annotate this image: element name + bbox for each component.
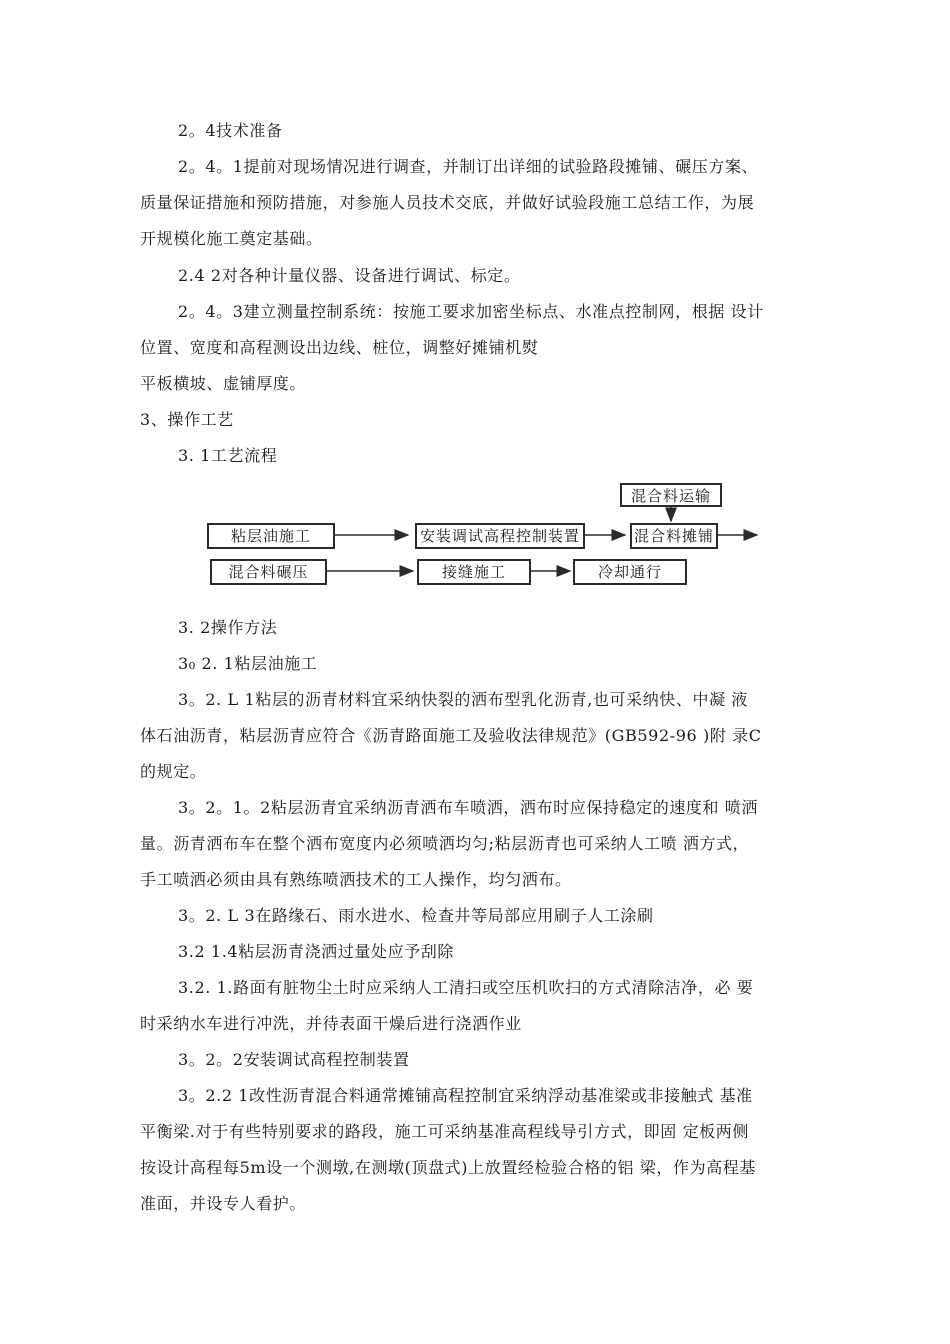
heading-3-1: 3. 1工艺流程 [178,446,278,465]
paragraph-line: 3.2 1.4粘层沥青浇洒过量处应予刮除 [178,942,454,961]
flow-box-joint-construction: 接缝施工 [417,559,531,585]
flow-box-mix-transport: 混合料运输 [620,483,722,507]
paragraph-line: 2.4 2对各种计量仪器、设备进行调试、标定。 [178,266,521,285]
paragraph-line: 质量保证措施和预防措施，对参施人员技术交底，并做好试验段施工总结工作，为展 [140,193,755,212]
flow-box-mix-rolling: 混合料碾压 [210,559,327,585]
flow-box-install-level-control: 安装调试高程控制装置 [415,523,585,549]
flow-box-cooling-open: 冷却通行 [573,559,687,585]
paragraph-line: 的规定。 [140,762,207,781]
paragraph-line: 2。4。3建立测量控制系统：按施工要求加密坐标点、水准点控制网，根据 设计 [178,302,764,321]
paragraph-line: 手工喷洒必须由具有熟练喷洒技术的工人操作，均匀洒布。 [140,870,572,889]
paragraph-line: 体石油沥青，粘层沥青应符合《沥青路面施工及验收法律规范》(GB592-96 )附 录C [140,726,762,745]
paragraph-line: 开规模化施工奠定基础。 [140,229,323,248]
process-flow-diagram [195,478,765,590]
paragraph-line: 3。2。1。2粘层沥青宜采纳沥青洒布车喷洒，洒布时应保持稳定的速度和 喷洒 [178,798,759,817]
paragraph-line: 平衡梁.对于有些特别要求的路段，施工可采纳基准高程线导引方式，即固 定板两侧 [140,1122,749,1141]
paragraph-line: 平板横坡、虚铺厚度。 [140,374,307,393]
heading-3: 3、操作工艺 [140,410,234,429]
paragraph-line: 位置、宽度和高程测设出边线、桩位，调整好摊铺机熨 [140,338,539,357]
paragraph-line: 3.2. 1.路面有脏物尘土时应采纳人工清扫或空压机吹扫的方式清除洁净，必 要 [178,978,754,997]
paragraph-line: 时采纳水车进行冲洗，并待表面干燥后进行浇洒作业 [140,1014,522,1033]
paragraph-line: 按设计高程每5m设一个测墩,在测墩(顶盘式)上放置经检验合格的铝 梁，作为高程基 [140,1158,757,1177]
paragraph-line: 准面，并设专人看护。 [140,1194,307,1213]
paragraph-line: 3。2.2 1改性沥青混合料通常摊铺高程控制宜采纳浮动基准梁或非接触式 基准 [178,1086,753,1105]
heading-3-2: 3. 2操作方法 [178,618,278,637]
paragraph-line: 2。4。1提前对现场情况进行调查，并制订出详细的试验路段摊铺、碾压方案、 [178,157,759,176]
heading-3-2-1: 3₀ 2. 1粘层油施工 [178,654,318,673]
paragraph-line: 3。2. L 3在路缘石、雨水进水、检查井等局部应用刷子人工涂刷 [178,906,654,925]
heading-2-4: 2。4技术准备 [178,121,283,140]
paragraph-line: 3。2. L 1粘层的沥青材料宜采纳快裂的洒布型乳化沥青,也可采纳快、中凝 液 [178,690,748,709]
paragraph-line: 量。沥青洒布车在整个洒布宽度内必须喷洒均匀;粘层沥青也可采纳人工喷 洒方式， [140,834,750,853]
heading-3-2-2: 3。2。2安装调试高程控制装置 [178,1050,410,1069]
flow-box-mix-paving: 混合料摊铺 [630,523,718,549]
flow-box-tack-coat: 粘层油施工 [207,523,335,549]
